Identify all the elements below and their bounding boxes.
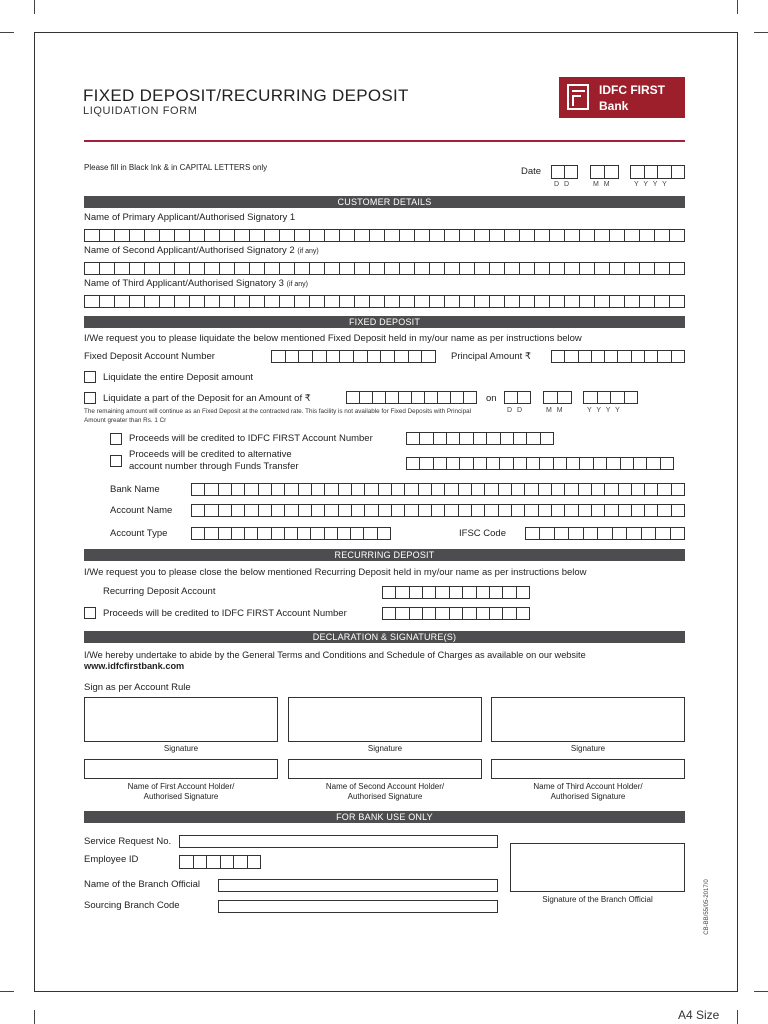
rd-account-input[interactable] <box>382 586 530 599</box>
service-request-label: Service Request No. <box>84 836 172 847</box>
bank-name-label: Bank Name <box>110 484 160 495</box>
signature-caption-3: Signature <box>570 744 606 753</box>
second-applicant-text: Name of Second Applicant/Authorised Signatory 2 <box>84 245 295 256</box>
signature-box-3[interactable] <box>491 697 685 742</box>
ifsc-code-input[interactable] <box>525 527 685 540</box>
rupee-icon: ₹ <box>524 351 531 362</box>
crop-mark <box>737 1010 738 1024</box>
holder-caption-1: Name of First Account Holder/ Authorised Signature <box>127 782 235 801</box>
rd-account-label: Recurring Deposit Account <box>103 586 216 597</box>
crop-mark <box>34 1010 35 1024</box>
crop-mark <box>754 991 768 992</box>
customer-details-heading: CUSTOMER DETAILS <box>84 196 685 208</box>
crop-mark <box>0 32 14 33</box>
form-subtitle: LIQUIDATION FORM <box>83 105 198 117</box>
proceeds-idfc-checkbox[interactable] <box>110 433 122 445</box>
fd-request-text: I/We request you to please liquidate the below mentioned Fixed Deposit held in my/our name as per instructions below <box>84 333 582 344</box>
branch-official-signature-caption: Signature of the Branch Official <box>542 895 653 904</box>
liquidate-part-text: Liquidate a part of the Deposit for an Amount of <box>103 393 303 404</box>
principal-amount-label <box>451 351 531 362</box>
liquidate-entire-checkbox[interactable] <box>84 371 96 383</box>
sign-rule-label: Sign as per Account Rule <box>84 682 191 693</box>
employee-id-label: Employee ID <box>84 854 139 865</box>
date-mm-hint: M M <box>593 181 612 188</box>
page-size-label: A4 Size <box>678 1008 720 1022</box>
date-month-input[interactable] <box>590 165 619 179</box>
partial-amount-input[interactable] <box>346 391 477 404</box>
account-name-label: Account Name <box>110 505 173 516</box>
primary-applicant-input[interactable] <box>84 229 685 242</box>
proceeds-idfc-label: Proceeds will be credited to IDFC FIRST Account Number <box>129 433 373 444</box>
branch-official-label: Name of the Branch Official <box>84 879 200 890</box>
proceeds-idfc-account-input[interactable] <box>406 432 554 445</box>
employee-id-input[interactable] <box>179 855 261 869</box>
fd-account-number-input[interactable] <box>271 350 436 363</box>
bank-name-input[interactable] <box>191 483 685 496</box>
principal-amount-text: Principal Amount <box>451 351 523 362</box>
primary-applicant-label: Name of Primary Applicant/Authorised Signatory 1 <box>84 212 296 223</box>
rd-request-text: I/We request you to please close the below mentioned Recurring Deposit held in my/our name as per instructions below <box>84 567 587 578</box>
holder-caption-3: Name of Third Account Holder/ Authorised Signature <box>533 782 643 801</box>
part-date-day-input[interactable] <box>504 391 531 404</box>
form-code: CB-BB/55/05-2017/0 <box>704 879 710 935</box>
header-divider <box>84 140 685 142</box>
signature-box-1[interactable] <box>84 697 278 742</box>
second-applicant-label <box>84 245 319 256</box>
part-date-yyyy-hint: Y Y Y Y <box>587 407 622 414</box>
third-applicant-input[interactable] <box>84 295 685 308</box>
website-link[interactable]: www.idfcfirstbank.com <box>84 661 185 671</box>
account-name-input[interactable] <box>191 504 685 517</box>
liquidate-part-label <box>103 393 311 404</box>
proceeds-alt-checkbox[interactable] <box>110 455 122 467</box>
crop-mark <box>737 0 738 14</box>
branch-official-signature-box[interactable] <box>510 843 685 892</box>
bank-use-heading: FOR BANK USE ONLY <box>84 811 685 823</box>
date-label: Date <box>521 166 542 177</box>
crop-mark <box>34 0 35 14</box>
account-type-input[interactable] <box>191 527 391 540</box>
third-applicant-label <box>84 278 308 289</box>
signature-caption-1: Signature <box>163 744 199 753</box>
part-date-year-input[interactable] <box>583 391 638 404</box>
third-applicant-text: Name of Third Applicant/Authorised Signatory 3 <box>84 278 284 289</box>
recurring-deposit-heading: RECURRING DEPOSIT <box>84 549 685 561</box>
principal-amount-input[interactable] <box>551 350 685 363</box>
declaration-heading: DECLARATION & SIGNATURE(S) <box>84 631 685 643</box>
ifsc-code-label: IFSC Code <box>459 528 506 539</box>
holder-name-input-2[interactable] <box>288 759 482 779</box>
rd-proceeds-label: Proceeds will be credited to IDFC FIRST Account Number <box>103 608 347 619</box>
crop-mark <box>754 32 768 33</box>
instructions: Please fill in Black Ink & in CAPITAL LETTERS only <box>84 163 268 172</box>
account-type-label: Account Type <box>110 528 168 539</box>
rd-proceeds-checkbox[interactable] <box>84 607 96 619</box>
rupee-icon: ₹ <box>304 393 311 404</box>
form-title: FIXED DEPOSIT/RECURRING DEPOSIT <box>83 86 409 105</box>
date-year-input[interactable] <box>630 165 685 179</box>
part-date-mm-hint: M M <box>546 407 565 414</box>
service-request-input[interactable] <box>179 835 498 848</box>
signature-box-2[interactable] <box>288 697 482 742</box>
proceeds-alt-label-2: account number through Funds Transfer <box>129 461 299 472</box>
alt-account-number-input[interactable] <box>406 457 674 470</box>
liquidate-part-checkbox[interactable] <box>84 392 96 404</box>
holder-caption-2: Name of Second Account Holder/ Authorised Signature <box>325 782 445 801</box>
fd-account-number-label: Fixed Deposit Account Number <box>84 351 215 362</box>
declaration-text: I/We hereby undertake to abide by the General Terms and Conditions and Schedule of Charges as available on our website <box>84 650 586 660</box>
liquidate-entire-label: Liquidate the entire Deposit amount <box>103 372 253 383</box>
date-day-input[interactable] <box>551 165 578 179</box>
logo-text-line2: Bank <box>599 99 629 113</box>
signature-caption-2: Signature <box>367 744 403 753</box>
part-date-month-input[interactable] <box>543 391 572 404</box>
if-any-note: (if any) <box>297 248 319 255</box>
partial-liquidation-note: The remaining amount will continue as an Fixed Deposit at the contracted rate. This facility is not available for Fixed Deposits with Principal Amount greater than Rs. 1 Cr <box>84 408 471 424</box>
logo-text-line1: IDFC FIRST <box>599 83 665 97</box>
bank-logo <box>559 77 685 118</box>
rd-proceeds-account-input[interactable] <box>382 607 530 620</box>
if-any-note: (if any) <box>286 281 309 288</box>
crop-mark <box>0 991 14 992</box>
holder-name-input-1[interactable] <box>84 759 278 779</box>
sourcing-branch-input[interactable] <box>218 900 498 913</box>
logo-mark-icon <box>567 84 589 110</box>
fixed-deposit-heading: FIXED DEPOSIT <box>84 316 685 328</box>
on-label: on <box>486 393 497 404</box>
holder-name-input-3[interactable] <box>491 759 685 779</box>
second-applicant-input[interactable] <box>84 262 685 275</box>
branch-official-input[interactable] <box>218 879 498 892</box>
part-date-dd-hint: D D <box>507 407 524 414</box>
date-yyyy-hint: Y Y Y Y <box>634 181 669 188</box>
date-dd-hint: D D <box>554 181 571 188</box>
proceeds-alt-label-1: Proceeds will be credited to alternative <box>129 449 292 460</box>
sourcing-branch-label: Sourcing Branch Code <box>84 900 180 911</box>
